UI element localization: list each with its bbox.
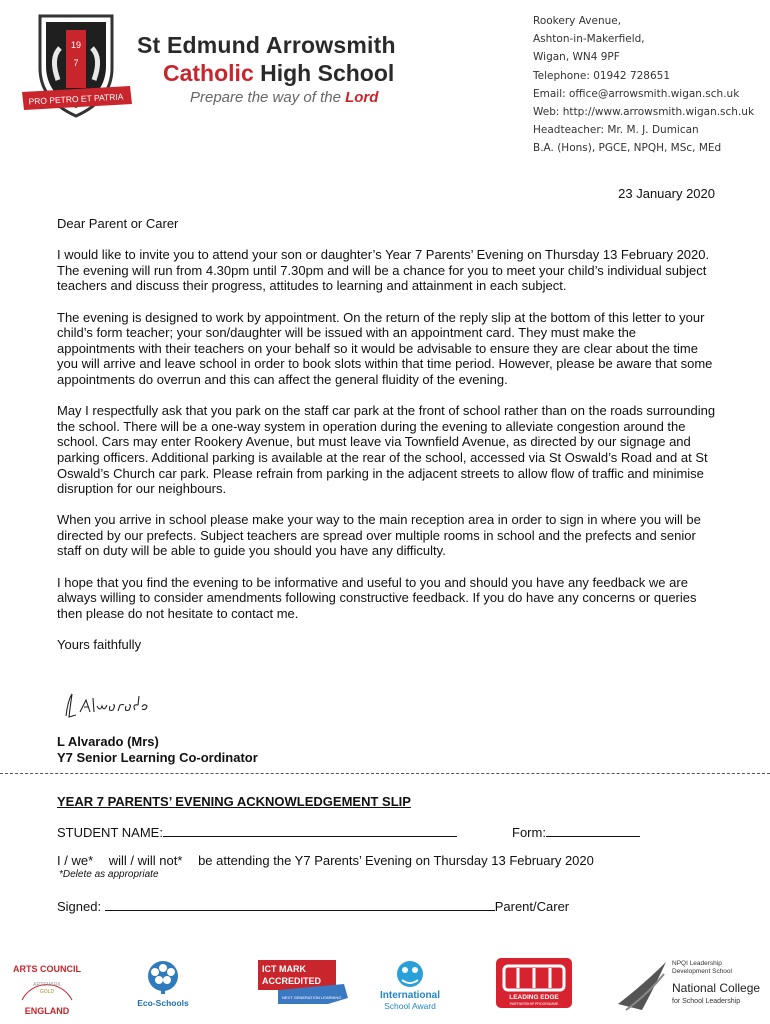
address-street: Rookery Avenue, [533,15,622,27]
school-name-catholic: Catholic [163,60,254,86]
delete-note: *Delete as appropriate [59,869,159,880]
form-row [512,824,640,840]
address-postcode: Wigan, WN4 9PF [533,51,620,64]
tagline-emph: Lord [345,89,379,106]
attendance-prefix: I / we* [57,853,94,868]
letter-paragraph: The evening is designed to work by appointment. On the return of the reply slip at the bottom of this letter to your child’s form teacher; your son/daughter will be issued with an appointment card. They must make the appointments with their teachers on your behalf so it would be advisable to ensure they are clear about the time you will arrive and leave school in order to book slots within that time period. However, please be aware that some appointments do overrun and this can affect the general fluidity of the evening. [57,309,713,387]
student-name-label: STUDENT NAME: [57,825,163,840]
national-college-text: National College [672,981,761,995]
handwritten-signature [60,690,160,722]
tagline-main: Prepare the way of the [190,89,346,106]
leading-edge-text: LEADING EDGE [509,994,559,1001]
parent-carer-label: Parent/Carer [494,899,570,914]
address-telephone: Telephone: 01942 728651 [533,69,671,82]
artsmark-gold-text: GOLD [39,989,55,995]
signer-name: L Alvarado (Mrs) [57,734,159,749]
school-award-text: School Award [384,1001,436,1011]
ict-mark-text: ICT MARK [262,964,306,974]
leading-edge-tagline: PARTNERSHIP PROGRAMME [509,1002,559,1006]
school-name-line1: St Edmund Arrowsmith [137,32,396,58]
school-address-block [533,12,754,158]
eco-schools-text: Eco-Schools [137,998,189,1008]
school-name-line2 [163,60,394,86]
letter-body [57,216,717,668]
signer-title: Y7 Senior Learning Co-ordinator [57,749,258,765]
national-college-logo [614,954,766,1016]
arts-council-logo [8,950,86,1020]
attendance-row [57,853,594,868]
signed-row [57,898,569,914]
address-web[interactable]: Web: http://www.arrowsmith.wigan.sch.uk [533,106,755,119]
signer-block [57,734,258,765]
letter-paragraph: I hope that you find the evening to be informative and useful to you and should you have any feedback we are always willing to consider amendments following constructive feedback. If you do have any concerns or queries then please do not hesitate to contact me. [57,574,697,621]
ict-accredited-text: ACCREDITED [262,976,322,986]
crest-numeral-top: 19 [70,40,82,50]
signed-label: Signed: [57,899,102,914]
development-school-text: Development School [672,968,732,975]
school-name-rest: High School [253,60,395,86]
letter-paragraph: I would like to invite you to attend your son or daughter’s Year 7 Parents’ Evening on Thursday 13 February 2020. The evening will run from 4.30pm until 7.30pm and will be a chance for you to meet your child’s individual subject teachers and discuss their progress, attitudes to learning and attainment in each subject. [57,247,710,294]
form-field[interactable] [546,824,640,837]
leading-edge-logo [496,958,572,1008]
signed-field[interactable] [105,898,495,911]
school-leadership-text: for School Leadership [672,998,741,1005]
address-town: Ashton-in-Makerfield, [533,33,645,46]
letter-closing: Yours faithfully [57,637,142,653]
npqi-text: NPQI Leadership [672,960,722,967]
form-label: Form: [512,825,546,840]
attendance-options[interactable]: will / will not* [108,853,183,868]
letter-paragraph: When you arrive in school please make your way to the main reception area in order to sign in where you will be directed by our prefects. Subject teachers are spread over multiple rooms in school and the prefects and senior staff on duty will be able to guide you should you have any difficulty. [57,512,701,559]
address-headteacher: Headteacher: Mr. M. J. Dumican [533,124,699,137]
letter-greeting: Dear Parent or Carer [57,216,179,231]
student-name-field[interactable] [163,824,457,837]
school-tagline [190,89,378,106]
slip-title: YEAR 7 PARENTS’ EVENING ACKNOWLEDGEMENT SLIP [57,794,411,809]
cut-line-divider [0,773,770,774]
attendance-suffix: be attending the Y7 Parents’ Evening on Thursday 13 February 2020 [198,853,594,868]
international-text: International [379,990,441,1001]
england-text: ENGLAND [24,1006,70,1016]
address-qualifications: B.A. (Hons), PGCE, NPQH, MSc, MEd [533,142,722,155]
ict-tagline-text: NEXT GENERATION LEARNING [282,995,342,1000]
school-crest-logo [20,8,132,128]
student-name-row [57,824,457,840]
letter-date: 23 January 2020 [618,186,715,201]
crest-numeral-bottom: 7 [73,58,79,68]
arts-council-text: ARTS COUNCIL [13,964,81,974]
artsmark-text: ARTSMARK [33,982,61,988]
international-school-award-logo [372,958,448,1012]
eco-schools-logo [133,956,193,1011]
letter-paragraph: May I respectfully ask that you park on the staff car park at the front of school rather than on the roads surrounding the school. There will be a one-way system in operation during the evening to alleviate congestion around the school. Cars may enter Rookery Avenue, but must leave via Townfield Avenue, as directed by our signage and parking officers. Additional parking is available at the rear of the school, accessed via St Oswald’s Road and at St Oswald’s Church car park. Please refrain from parking in the adjacent streets to allow flow of traffic and minimise disruption for our neighbours. [57,403,716,497]
address-email[interactable]: Email: office@arrowsmith.wigan.sch.uk [533,87,740,100]
ict-mark-logo [258,960,350,1010]
crest-motto: PRO PETRO ET PATRIA [28,91,124,107]
